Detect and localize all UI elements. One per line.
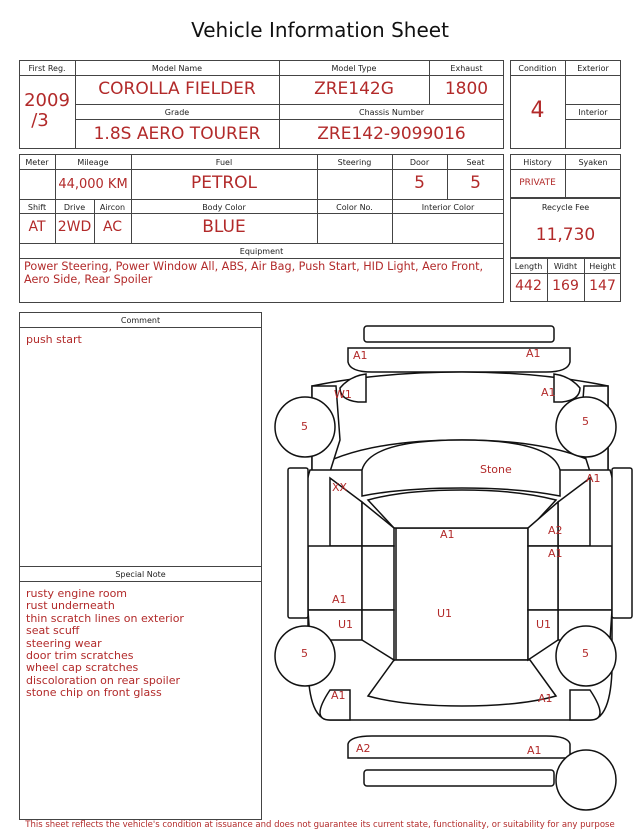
special-note-item: steering wear bbox=[26, 636, 102, 650]
mark-tire-rear-left: 5 bbox=[301, 647, 308, 660]
syaken-label: Syaken bbox=[578, 158, 608, 167]
comment-text: push start bbox=[26, 333, 82, 346]
special-note-item: discoloration on rear spoiler bbox=[26, 673, 181, 687]
recycle-fee-value: 11,730 bbox=[535, 225, 596, 245]
special-note-item: rusty engine room bbox=[26, 587, 128, 600]
special-note-list bbox=[26, 588, 256, 700]
special-note-item: rust underneath bbox=[26, 599, 115, 613]
interior-color-label: Interior Color bbox=[421, 203, 475, 212]
height-label: Height bbox=[589, 262, 616, 271]
mark-roof: A1 bbox=[440, 528, 455, 541]
mark-sill-left: U1 bbox=[338, 618, 354, 631]
special-note-item: door trim scratches bbox=[26, 649, 134, 663]
history-value: PRIVATE bbox=[519, 178, 556, 188]
condition-value: 4 bbox=[530, 98, 545, 123]
mark-sill-right: U1 bbox=[536, 618, 552, 631]
condition-label: Condition bbox=[518, 64, 557, 73]
model-type-value: ZRE142G bbox=[314, 79, 394, 99]
mark-rear-door-left: A1 bbox=[332, 593, 347, 606]
seat-label: Seat bbox=[466, 158, 485, 167]
fuel-label: Fuel bbox=[215, 158, 233, 167]
height-value: 147 bbox=[589, 278, 616, 294]
mileage-value: 44,000 KM bbox=[58, 177, 128, 192]
length-label: Length bbox=[514, 262, 543, 271]
mark-tire-front-left: 5 bbox=[301, 420, 308, 433]
mark-rear-fender-right: A1 bbox=[538, 692, 553, 705]
chassis-value: ZRE142-9099016 bbox=[317, 124, 466, 144]
model-name-value: COROLLA FIELDER bbox=[98, 79, 256, 99]
special-note-item: wheel cap scratches bbox=[26, 661, 139, 675]
aircon-label: Aircon bbox=[99, 203, 126, 212]
mark-rear-bumper-left: A2 bbox=[356, 742, 371, 755]
width-label: Widht bbox=[553, 262, 578, 271]
footer-disclaimer: This sheet reflects the vehicle's condition at issuance and does not guarantee its current state, functionality, or suitability for any purpose bbox=[25, 820, 615, 830]
body-color-value: BLUE bbox=[202, 217, 246, 237]
width-value: 169 bbox=[552, 278, 579, 294]
interior-label: Interior bbox=[578, 108, 608, 117]
exhaust-label: Exhaust bbox=[450, 64, 483, 73]
shift-label: Shift bbox=[27, 203, 47, 212]
mark-tire-rear-right: 5 bbox=[582, 647, 589, 660]
aircon-value: AC bbox=[102, 219, 123, 235]
special-note-item: seat scuff bbox=[26, 624, 80, 638]
door-value: 5 bbox=[414, 173, 425, 193]
mark-windshield: Stone bbox=[480, 463, 512, 476]
mark-front-door-right-lower: A1 bbox=[548, 547, 563, 560]
mark-pillar-left: XX bbox=[332, 481, 348, 494]
mark-front-bumper-right: A1 bbox=[526, 347, 541, 360]
door-label: Door bbox=[409, 158, 430, 167]
meter-label: Meter bbox=[25, 158, 49, 167]
fuel-value: PETROL bbox=[190, 173, 258, 193]
model-name-label: Model Name bbox=[151, 64, 203, 73]
history-label: History bbox=[523, 158, 552, 167]
exhaust-value: 1800 bbox=[444, 79, 489, 99]
special-note-item: stone chip on front glass bbox=[26, 686, 162, 700]
page-title: Vehicle Information Sheet bbox=[191, 18, 449, 42]
length-value: 442 bbox=[515, 278, 542, 294]
mark-front-fender-left: W1 bbox=[334, 388, 352, 401]
special-note-label: Special Note bbox=[115, 570, 166, 579]
color-no-label: Color No. bbox=[336, 203, 373, 212]
drive-value: 2WD bbox=[57, 219, 92, 235]
mileage-label: Mileage bbox=[77, 158, 109, 167]
mark-floor: U1 bbox=[437, 607, 453, 620]
mark-rear-fender-left: A1 bbox=[331, 689, 346, 702]
comment-label: Comment bbox=[120, 316, 161, 325]
recycle-fee-label: Recycle Fee bbox=[541, 203, 590, 212]
shift-value: AT bbox=[28, 219, 46, 235]
mark-side-right-upper: A1 bbox=[586, 472, 601, 485]
special-note-item: thin scratch lines on exterior bbox=[26, 611, 184, 625]
first-reg-label: First Reg. bbox=[28, 64, 66, 73]
chassis-label: Chassis Number bbox=[359, 108, 424, 117]
mark-rear-bumper-right: A1 bbox=[527, 744, 542, 757]
exterior-label: Exterior bbox=[577, 64, 609, 73]
mark-front-bumper-left: A1 bbox=[353, 349, 368, 362]
grade-value: 1.8S AERO TOURER bbox=[93, 124, 261, 144]
first-reg-month: /3 bbox=[31, 110, 49, 131]
mark-front-door-right: A2 bbox=[548, 524, 563, 537]
car-damage-diagram bbox=[262, 318, 640, 820]
body-color-label: Body Color bbox=[202, 203, 246, 212]
model-type-label: Model Type bbox=[331, 64, 377, 73]
drive-label: Drive bbox=[63, 203, 86, 212]
grade-label: Grade bbox=[164, 108, 190, 117]
steering-label: Steering bbox=[337, 158, 372, 167]
equipment-value: Power Steering, Power Window All, ABS, Air Bag, Push Start, HID Light, Aero Front, Aero Side, Rear Spoiler bbox=[24, 260, 484, 286]
mark-front-fender-right: A1 bbox=[541, 386, 556, 399]
mark-tire-front-right: 5 bbox=[582, 415, 589, 428]
seat-value: 5 bbox=[470, 173, 481, 193]
equipment-label: Equipment bbox=[239, 247, 284, 256]
first-reg-year: 2009 bbox=[24, 90, 70, 111]
